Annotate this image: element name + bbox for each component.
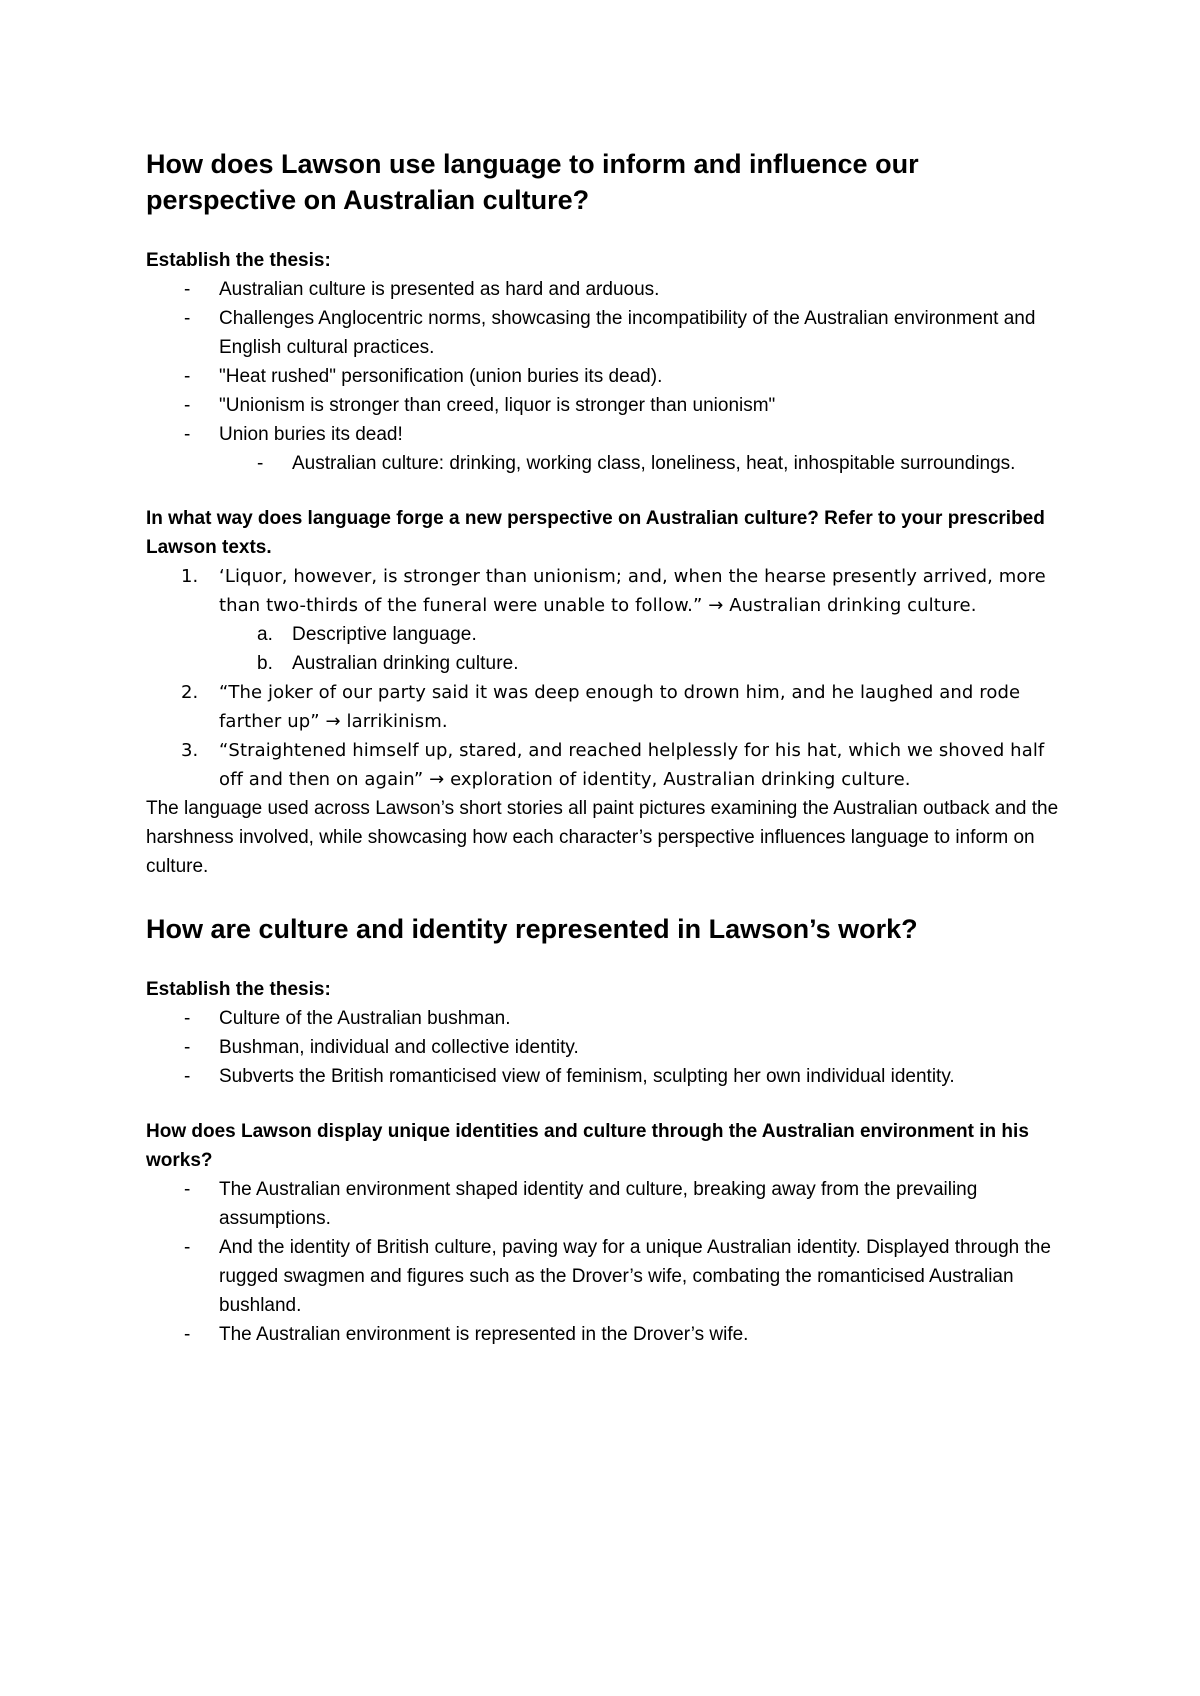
dash-bullet: - (184, 1008, 191, 1029)
dash-bullet: - (257, 453, 264, 474)
list-item: - Union buries its dead! - Australian culture: drinking, working class, loneliness, heat, inhospitable surroundings. (146, 420, 1066, 478)
list-item: - Subverts the British romanticised view of feminism, sculpting her own individual identity. (146, 1062, 1066, 1091)
section2-title: How are culture and identity represented in Lawson’s work? (146, 914, 918, 944)
dash-bullet: - (184, 308, 191, 329)
section1-conclusion: The language used across Lawson’s short stories all paint pictures examining the Australian outback and the harshness involved, while showcasing how each character’s perspective influences language to inform on culture. (146, 798, 1059, 877)
section1-numbered-list (146, 562, 1066, 794)
dash-bullet: - (184, 1037, 191, 1058)
list-item: 3. “Straightened himself up, stared, and reached helplessly for his hat, which we shoved half off and then on again” → exploration of identity, Australian drinking culture. (181, 740, 1045, 790)
dash-bullet: - (184, 1324, 191, 1345)
list-item: 2. “The joker of our party said it was deep enough to drown him, and he laughed and rode farther up” → larrikinism. (181, 682, 1021, 732)
section2-thesis-heading: Establish the thesis: (146, 979, 331, 1000)
dash-bullet: - (184, 279, 191, 300)
section1-thesis-heading: Establish the thesis: (146, 250, 331, 271)
list-item: - Bushman, individual and collective identity. (146, 1033, 1066, 1062)
dash-bullet: - (184, 1179, 191, 1200)
list-item: b. Australian drinking culture. (257, 653, 519, 674)
list-item: - Challenges Anglocentric norms, showcasing the incompatibility of the Australian environment and English cultural practices. (146, 304, 1066, 362)
list-item: - "Unionism is stronger than creed, liquor is stronger than unionism" (146, 391, 1066, 420)
dash-bullet: - (184, 395, 191, 416)
section1-alpha-list (219, 620, 1066, 678)
dash-bullet: - (184, 366, 191, 387)
section1-question: In what way does language forge a new perspective on Australian culture? Refer to your prescribed Lawson texts. (146, 508, 1045, 558)
dash-bullet: - (184, 1066, 191, 1087)
section1-thesis-list (146, 275, 1066, 478)
section1-title: How does Lawson use language to inform and influence our perspective on Australian culture? (146, 149, 919, 215)
list-item: - The Australian environment shaped identity and culture, breaking away from the prevailing assumptions. (146, 1175, 1066, 1233)
list-item: - "Heat rushed" personification (union buries its dead). (146, 362, 1066, 391)
list-item: 1. ‘Liquor, however, is stronger than unionism; and, when the hearse presently arrived, more than two-thirds of the funeral were unable to follow.” → Australian drinking culture. a. Descriptive language. b. Australian drinking culture. (146, 562, 1066, 678)
list-item: - Australian culture is presented as hard and arduous. (146, 275, 1066, 304)
dash-bullet: - (184, 1237, 191, 1258)
section2-question: How does Lawson display unique identities and culture through the Australian environment in his works? (146, 1121, 1029, 1171)
list-item: a. Descriptive language. (257, 624, 477, 645)
section2-list (146, 1175, 1066, 1349)
section2-thesis-list (146, 1004, 1066, 1091)
list-item: - The Australian environment is represented in the Drover’s wife. (146, 1320, 1066, 1349)
document-content (146, 146, 1066, 1349)
section1-thesis-sublist (219, 449, 1066, 478)
dash-bullet: - (184, 424, 191, 445)
list-item: - Culture of the Australian bushman. (146, 1004, 1066, 1033)
list-item: - And the identity of British culture, paving way for a unique Australian identity. Displayed through the rugged swagmen and figures such as the Drover’s wife, combating the romanticised Australian bushland. (146, 1233, 1066, 1320)
list-item: - Australian culture: drinking, working class, loneliness, heat, inhospitable surroundings. (219, 449, 1066, 478)
